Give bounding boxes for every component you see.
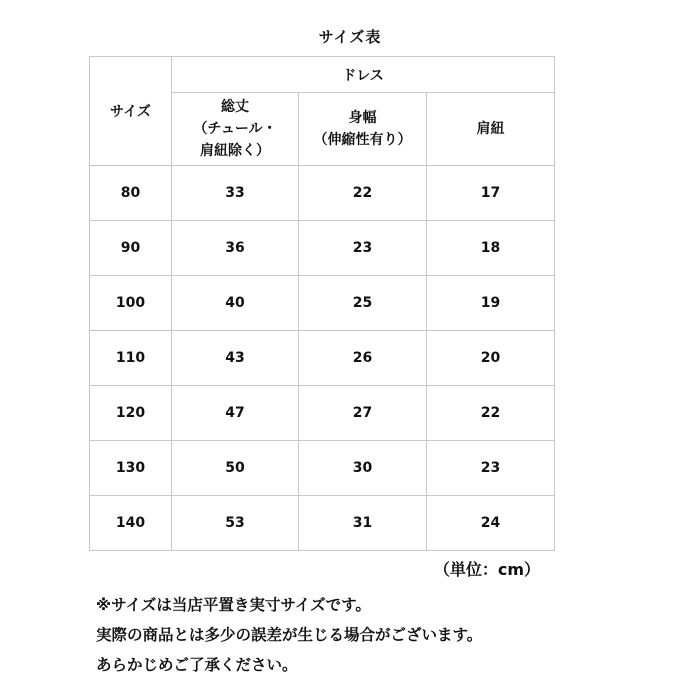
cell-width: 27	[299, 386, 427, 441]
cell-width: 30	[299, 441, 427, 496]
column-header-width-line2: （伸縮性有り）	[313, 132, 412, 148]
cell-width: 31	[299, 496, 427, 551]
column-header-width	[299, 93, 427, 166]
table-row	[90, 331, 555, 386]
cell-size: 90	[90, 221, 172, 276]
table-row	[90, 276, 555, 331]
cell-width: 25	[299, 276, 427, 331]
column-header-length	[172, 93, 299, 166]
cell-length: 47	[172, 386, 299, 441]
column-header-width-line1: 身幅	[348, 110, 377, 126]
cell-strap: 19	[427, 276, 555, 331]
note-line: 実際の商品とは多少の誤差が生じる場合がございます。	[96, 626, 483, 644]
table-row	[90, 441, 555, 496]
cell-strap: 20	[427, 331, 555, 386]
table-row	[90, 496, 555, 551]
cell-strap: 22	[427, 386, 555, 441]
column-header-strap-line1: 肩紐	[476, 121, 505, 137]
cell-length: 40	[172, 276, 299, 331]
size-header-cell	[90, 57, 172, 166]
cell-size: 120	[90, 386, 172, 441]
dress-header-cell	[172, 57, 555, 93]
cell-length: 53	[172, 496, 299, 551]
column-header-length-line3: 肩紐除く）	[200, 143, 270, 159]
size-table	[89, 56, 555, 551]
cell-length: 50	[172, 441, 299, 496]
cell-length: 43	[172, 331, 299, 386]
notes	[96, 590, 482, 680]
cell-width: 23	[299, 221, 427, 276]
dress-header: ドレス	[342, 67, 384, 84]
table-row	[90, 386, 555, 441]
cell-size: 130	[90, 441, 172, 496]
column-header-length-line2: （チュール・	[193, 121, 277, 137]
unit-label: （単位：cm）	[433, 560, 540, 579]
cell-strap: 23	[427, 441, 555, 496]
cell-size: 80	[90, 166, 172, 221]
cell-strap: 24	[427, 496, 555, 551]
page-title: サイズ表	[318, 28, 382, 46]
cell-strap: 18	[427, 221, 555, 276]
cell-size: 100	[90, 276, 172, 331]
note-line: ※サイズは当店平置き実寸サイズです。	[96, 596, 371, 614]
cell-length: 33	[172, 166, 299, 221]
cell-strap: 17	[427, 166, 555, 221]
table-row	[90, 166, 555, 221]
cell-length: 36	[172, 221, 299, 276]
cell-size: 140	[90, 496, 172, 551]
cell-width: 26	[299, 331, 427, 386]
size-header: サイズ	[110, 104, 151, 120]
cell-size: 110	[90, 331, 172, 386]
column-header-strap	[427, 93, 555, 166]
column-header-length-line1: 総丈	[221, 99, 249, 115]
note-line: あらかじめご了承ください。	[96, 656, 298, 674]
table-row	[90, 221, 555, 276]
cell-width: 22	[299, 166, 427, 221]
